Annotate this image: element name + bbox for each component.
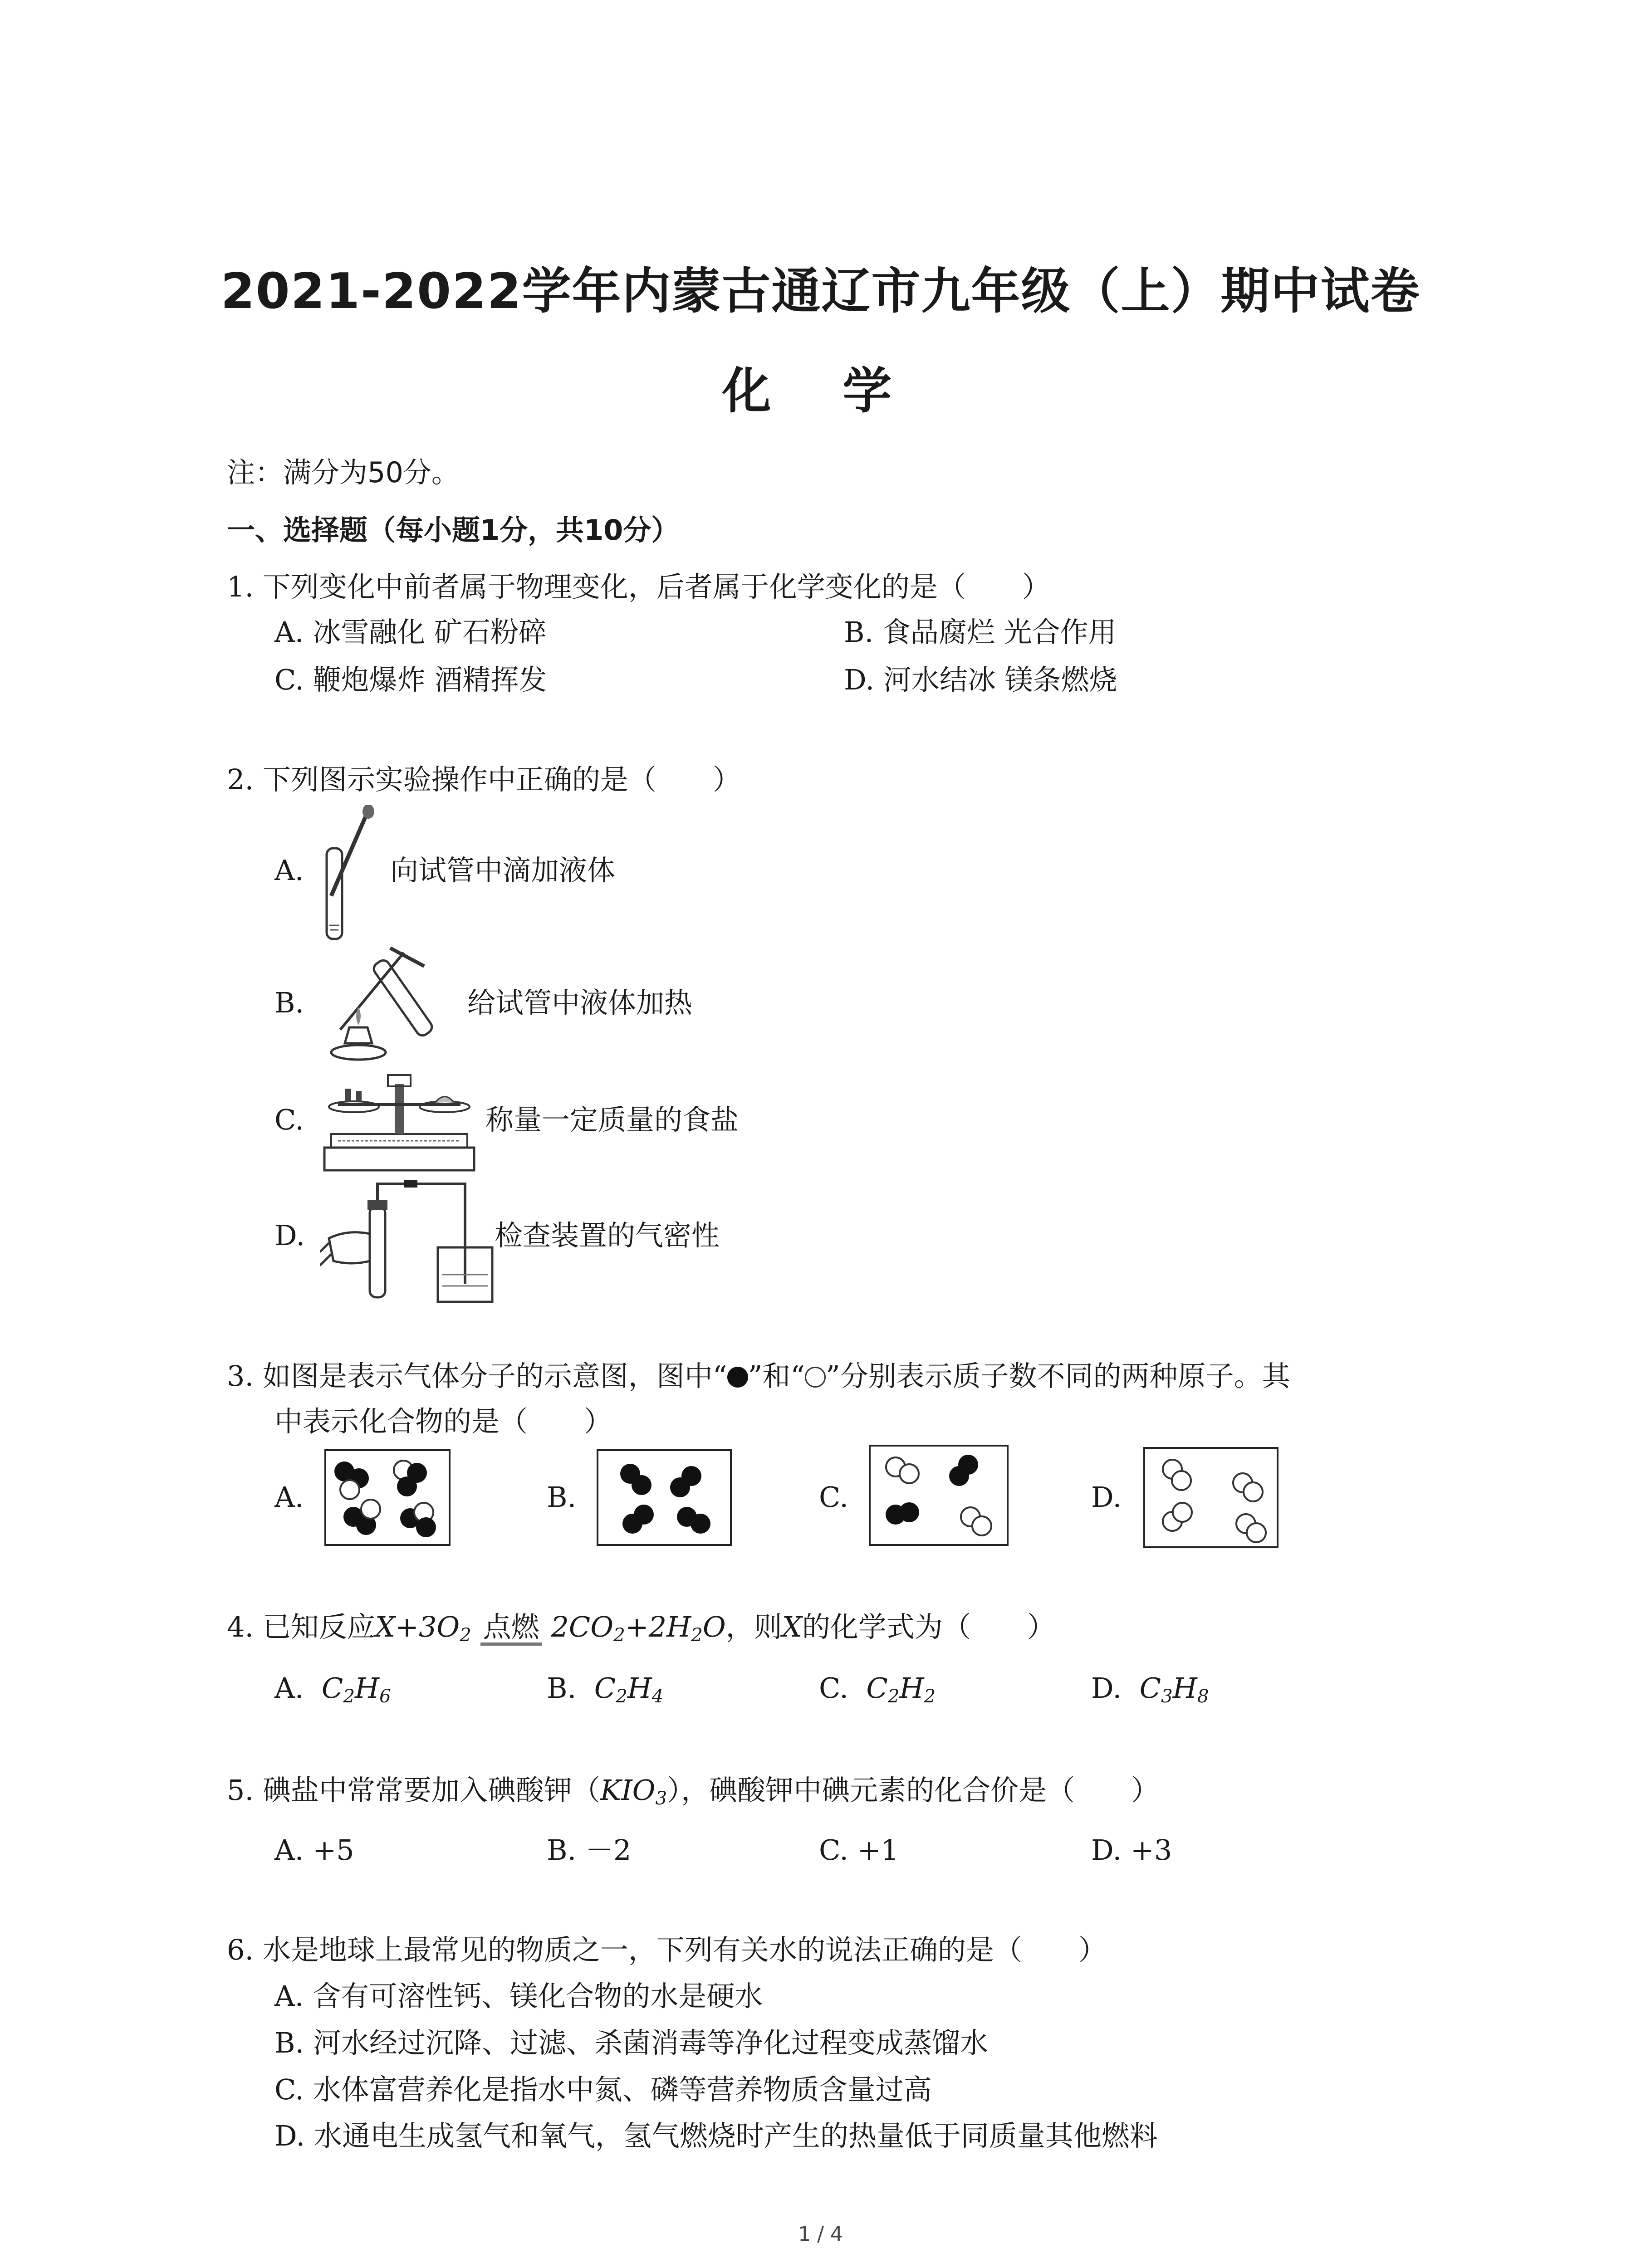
q4-option-c	[819, 1671, 936, 1708]
subject-title: 化 学	[722, 363, 919, 420]
q2-option-a-text: 向试管中滴加液体	[390, 854, 616, 887]
q3-option-c-letter: C.	[819, 1481, 848, 1514]
q2-option-c-letter: C.	[274, 1103, 304, 1136]
q4-option-b-c: C	[594, 1672, 616, 1705]
q4-option-d-n1: 3	[1161, 1686, 1173, 1707]
dropper-into-test-tube-illustration	[313, 805, 381, 950]
hollow-diatomic-molecules-diagram	[1145, 1449, 1277, 1546]
reaction-condition: 点燃	[480, 1612, 542, 1646]
q2-stem: 2. 下列图示实验操作中正确的是（ ）	[227, 763, 741, 796]
q2-option-c-text: 称量一定质量的食盐	[485, 1103, 739, 1136]
page-number: 1 / 4	[798, 2223, 843, 2246]
q3-box-c	[869, 1445, 1009, 1546]
q4-option-b-n1: 2	[616, 1686, 627, 1707]
q3-box-b	[597, 1449, 732, 1546]
q5-stem-b: ），碘酸钾中碘元素的化合价是（ ）	[667, 1774, 1160, 1807]
q5-option-a: A. +5	[274, 1833, 354, 1867]
q4-option-a	[274, 1671, 391, 1708]
q5-formula: KIO	[600, 1774, 656, 1807]
airtightness-check-apparatus-illustration	[320, 1175, 510, 1306]
mixed-molecules-diagram	[326, 1451, 449, 1544]
q4-option-d-letter: D.	[1091, 1672, 1122, 1705]
balance-scale-illustration	[320, 1066, 479, 1175]
q5-option-d: D. +3	[1091, 1833, 1172, 1867]
q4-co2-subscript: 2	[613, 1624, 625, 1646]
q4-product-h2o: +2H	[625, 1610, 691, 1643]
q6-option-a: A. 含有可溶性钙、镁化合物的水是硬水	[274, 1980, 763, 2013]
q1-option-c: C. 鞭炮爆炸 酒精挥发	[274, 663, 547, 696]
q4-option-d-c: C	[1139, 1672, 1161, 1705]
section-heading: 一、选择题（每小题1分，共10分）	[227, 513, 680, 547]
q3-option-a-letter: A.	[274, 1481, 304, 1514]
exam-title: 2021-2022学年内蒙古通辽市九年级（上）期中试卷	[220, 263, 1421, 320]
q4-stem	[227, 1609, 1055, 1647]
q6-stem: 6. 水是地球上最常见的物质之一，下列有关水的说法正确的是（ ）	[227, 1933, 1107, 1966]
q4-option-b-n2: 4	[652, 1686, 664, 1707]
q4-reactants: X+3O	[375, 1610, 460, 1643]
q4-option-c-c: C	[866, 1672, 888, 1705]
q3-stem-part-c: ”分别表示质子数不同的两种原子。其	[825, 1359, 1290, 1393]
q4-option-a-n2: 6	[379, 1686, 391, 1707]
q6-option-d: D. 水通电生成氢气和氧气，氢气燃烧时产生的热量低于同质量其他燃料	[274, 2119, 1158, 2152]
q3-stem-line2: 中表示化合物的是（ ）	[274, 1405, 612, 1438]
q4-option-d	[1091, 1671, 1209, 1708]
q4-option-b-h: H	[627, 1672, 652, 1705]
q5-option-c: C. +1	[819, 1833, 899, 1867]
q4-h2-subscript: 2	[691, 1624, 703, 1646]
q4-option-a-n1: 2	[343, 1686, 355, 1707]
q6-option-c: C. 水体富营养化是指水中氮、磷等营养物质含量过高	[274, 2073, 932, 2106]
q3-option-b-letter: B.	[547, 1481, 577, 1514]
q4-option-d-n2: 8	[1197, 1686, 1209, 1707]
q1-option-a: A. 冰雪融化 矿石粉碎	[274, 616, 547, 649]
filled-atom-icon	[727, 1367, 748, 1388]
q4-suffix1: ，则	[725, 1610, 782, 1643]
q4-option-a-h: H	[355, 1672, 380, 1705]
two-element-molecules-diagram	[871, 1447, 1007, 1544]
q4-product-o: O	[702, 1610, 726, 1643]
q2-option-d-letter: D.	[274, 1219, 305, 1252]
q4-option-c-h: H	[899, 1672, 924, 1705]
q3-stem-part-b: ”和“	[748, 1359, 805, 1393]
black-diatomic-molecules-diagram	[598, 1451, 730, 1544]
q3-box-a	[324, 1449, 451, 1546]
q3-option-d-letter: D.	[1091, 1481, 1122, 1514]
hollow-atom-icon	[805, 1367, 826, 1388]
q4-prefix: 4. 已知反应	[227, 1610, 375, 1643]
q4-option-b-letter: B.	[547, 1672, 577, 1705]
heating-test-tube-illustration	[313, 934, 458, 1066]
q5-option-b: B. －2	[547, 1833, 632, 1867]
q4-option-c-n2: 2	[924, 1686, 936, 1707]
q5-stem	[227, 1773, 1159, 1810]
q2-option-d-text: 检查装置的气密性	[495, 1219, 720, 1252]
q4-option-b	[547, 1671, 664, 1708]
q4-option-c-letter: C.	[819, 1672, 848, 1705]
q1-option-b: B. 食品腐烂 光合作用	[844, 616, 1117, 649]
q1-option-d: D. 河水结冰 镁条燃烧	[844, 663, 1117, 696]
q3-box-d	[1143, 1447, 1279, 1548]
q4-option-a-letter: A.	[274, 1672, 304, 1705]
q4-option-d-h: H	[1172, 1672, 1197, 1705]
q4-suffix2: 的化学式为（ ）	[802, 1610, 1055, 1643]
q4-option-c-n1: 2	[887, 1686, 900, 1707]
q5-stem-a: 5. 碘盐中常常要加入碘酸钾（	[227, 1774, 600, 1807]
q2-option-b-text: 给试管中液体加热	[467, 986, 693, 1019]
q4-o2-subscript: 2	[460, 1624, 471, 1646]
q5-formula-subscript: 3	[655, 1788, 667, 1809]
q4-x: X	[782, 1610, 802, 1643]
q2-option-a-letter: A.	[274, 854, 304, 887]
q4-product-co2: 2CO	[551, 1610, 614, 1643]
q1-stem: 1. 下列变化中前者属于物理变化，后者属于化学变化的是（ ）	[227, 570, 1050, 603]
q3-stem-part-a: 3. 如图是表示气体分子的示意图，图中“	[227, 1359, 727, 1393]
score-note: 注：满分为50分。	[227, 456, 460, 489]
q2-option-b-letter: B.	[274, 986, 304, 1019]
q3-stem-line1	[227, 1359, 1290, 1394]
q4-option-a-c: C	[321, 1672, 343, 1705]
q6-option-b: B. 河水经过沉降、过滤、杀菌消毒等净化过程变成蒸馏水	[274, 2026, 988, 2059]
